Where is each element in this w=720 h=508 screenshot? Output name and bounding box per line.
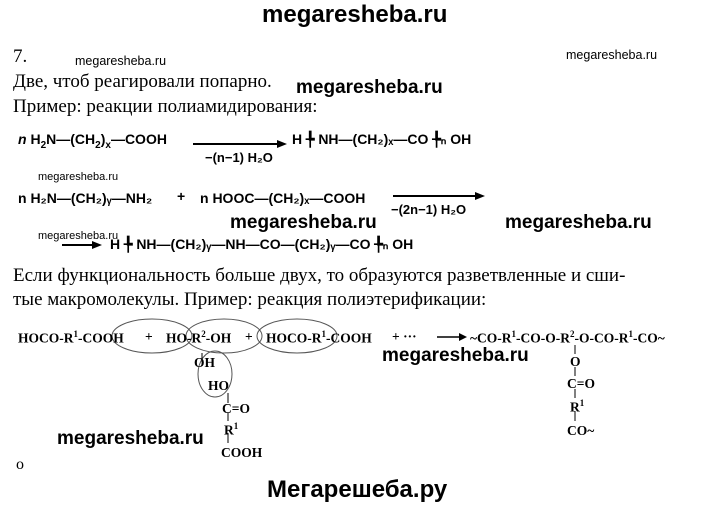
pbranch-end: CO~	[567, 423, 595, 438]
reaction1-product: H ╄ NH—(CH₂)ₓ—CO ╄ₙ OH	[292, 131, 472, 147]
reaction3-m1b: -COOH	[78, 330, 124, 346]
watermark-inline-2: megaresheba.ru	[230, 212, 377, 233]
reaction1-sub-c: x	[105, 139, 111, 151]
reaction3-m3-sup: 1	[321, 329, 326, 339]
reaction3-product-sup2: 2	[570, 329, 575, 339]
reaction1-arrow-label: −(n−1) H₂O	[205, 150, 273, 165]
watermark-small-4: megaresheba.ru	[38, 230, 119, 242]
reaction3-m1: HOCO-R	[18, 330, 74, 346]
reaction2-product: H ╄ NH—(CH₂)ᵧ—NH—CO—(CH₂)ᵧ—CO ╄ₙ OH	[110, 236, 414, 252]
reaction3-product-sup1: 1	[511, 329, 517, 339]
branch-ho: HO	[208, 378, 230, 393]
reaction3-product	[470, 329, 665, 347]
branch-co: C=O	[222, 401, 250, 416]
reaction3-monomer3	[266, 329, 372, 347]
reaction3-monomer1	[18, 329, 124, 347]
reaction3-product-d: -CO~	[633, 330, 665, 346]
watermark-inline-3: megaresheba.ru	[505, 212, 652, 233]
reaction2-reactant1: n H₂N—(CH₂)ᵧ—NH₂	[18, 190, 153, 206]
reaction3-m2-sup: 2	[201, 329, 206, 339]
watermark-inline-1: megaresheba.ru	[296, 77, 443, 98]
reaction3-product-c: -O-CO-R	[574, 330, 629, 346]
pbranch-r-sup: 1	[579, 398, 585, 408]
reaction3-m2b: -OH	[205, 330, 232, 346]
reaction3-arrow	[437, 332, 467, 342]
reaction3-m3b: -COOH	[326, 330, 372, 346]
reaction3-product-b: -CO-O-R	[516, 330, 571, 346]
reaction1-part-a: H	[30, 131, 41, 147]
branch-r	[224, 421, 238, 439]
branch-r-sup: 1	[233, 421, 239, 431]
reaction1-sub-a: 2	[40, 139, 47, 151]
answer-text: Две, чтоб реагировали попарно.	[13, 71, 272, 92]
reaction2-arrow-label: −(2n−1) H₂O	[391, 202, 467, 217]
reaction1-part-d: —COOH	[110, 131, 167, 147]
reaction3-product-sup3: 1	[628, 329, 634, 339]
footnote-mark: о	[16, 456, 24, 473]
reaction1-n: n	[18, 131, 27, 147]
reaction3-plus3: + ···	[392, 329, 417, 344]
reaction2-plus: +	[177, 188, 186, 204]
paragraph-line1: Если функциональность больше двух, то образуются разветвленные и сши-	[13, 265, 626, 286]
problem-number: 7.	[13, 46, 28, 67]
reaction1-part-c: )	[100, 131, 106, 147]
watermark-inline-5: megaresheba.ru	[57, 428, 204, 449]
reaction3-m1-sup: 1	[73, 329, 78, 339]
paragraph-line2: тые макромолекулы. Пример: реакция полиэтерификации:	[13, 289, 487, 310]
branch-oh: OH	[194, 355, 216, 370]
branch-cooh: COOH	[221, 445, 263, 460]
watermark-top: megaresheba.ru	[262, 1, 448, 28]
reaction2-reactant2: n HOOC—(CH₂)ₓ—COOH	[200, 190, 366, 206]
example1-text: Пример: реакции полиамидирования:	[13, 96, 318, 117]
watermark-inline-4: megaresheba.ru	[382, 345, 529, 366]
reaction1-sub-b: 2	[95, 139, 101, 151]
reaction3-m2: HO-R	[166, 330, 202, 346]
pbranch-co: C=O	[567, 376, 595, 391]
reaction3-product-a: ~CO-R	[470, 330, 512, 346]
pbranch-r	[570, 398, 584, 416]
watermark-small-2: megaresheba.ru	[566, 48, 658, 62]
watermark-footer: Мегарешеба.ру	[267, 476, 448, 503]
reaction3-monomer2	[166, 329, 231, 347]
pbranch-r-label: R	[570, 399, 580, 415]
watermark-small-1: megaresheba.ru	[75, 54, 167, 68]
reaction3-plus1: +	[145, 329, 153, 344]
reaction3-plus2: +	[245, 329, 253, 344]
reaction1-part-b: N—(CH	[46, 131, 96, 147]
pbranch-o: O	[570, 354, 581, 369]
reaction3-m3: HOCO-R	[266, 330, 322, 346]
branch-r-label: R	[224, 422, 234, 438]
watermark-small-3: megaresheba.ru	[38, 171, 119, 183]
